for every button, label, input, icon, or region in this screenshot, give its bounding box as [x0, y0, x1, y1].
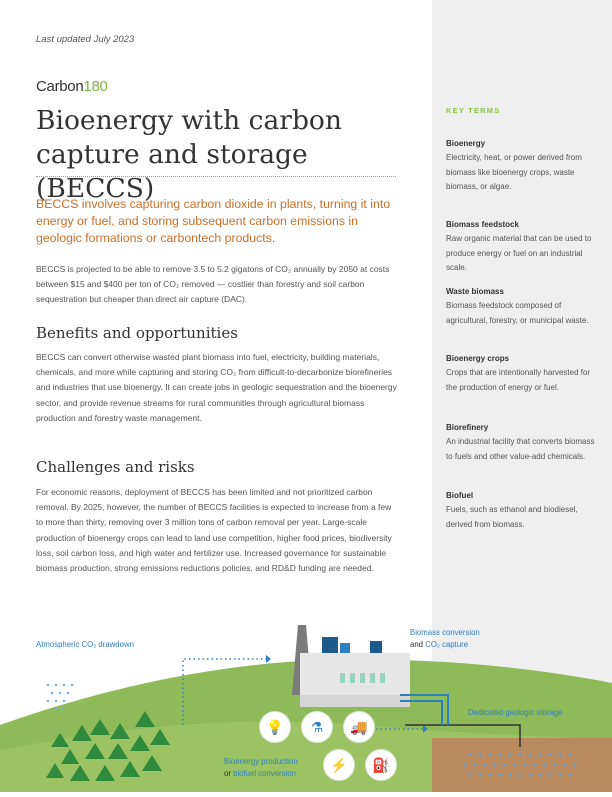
flow-arrow-head	[266, 655, 271, 663]
biomass-conversion-line2	[410, 639, 480, 651]
term-definition: Biomass feedstock composed of agricultural, forestry, or municipal waste.	[446, 301, 589, 325]
factory-roof-unit-3	[370, 641, 382, 653]
page-title: Bioenergy with carbon capture and storage (BECCS)	[36, 105, 342, 204]
term-definition: Raw organic material that can be used to produce energy or fuel on an industrial scale.	[446, 234, 592, 272]
term-title: Bioenergy crops	[446, 354, 510, 363]
term-title: Biomass feedstock	[446, 220, 519, 229]
geologic-storage-label: Dedicated geologic storage	[468, 708, 563, 717]
carbon180-logo	[36, 78, 108, 95]
term-biorefinery	[446, 421, 596, 464]
flask-icon: ⚗	[301, 711, 333, 743]
term-title: Bioenergy	[446, 139, 486, 148]
term-title: Biofuel	[446, 491, 474, 500]
atmospheric-drawdown-label: Atmospheric CO₂ drawdown	[36, 640, 134, 649]
co2-capture-text: CO₂ capture	[425, 639, 469, 649]
term-definition: Fuels, such as ethanol and biodiesel, derived from biomass.	[446, 505, 578, 529]
logo-number: 180	[83, 78, 108, 95]
term-biofuel	[446, 489, 596, 532]
last-updated: Last updated July 2023	[36, 34, 135, 45]
term-biomass-feedstock	[446, 218, 596, 276]
truck-icon: 🚚	[343, 711, 375, 743]
bioenergy-production-line2	[224, 768, 298, 780]
challenges-heading: Challenges and risks	[36, 458, 195, 476]
factory-roof-unit-1	[322, 637, 338, 653]
beccs-illustration	[0, 615, 612, 792]
bioenergy-production-line1: Bioenergy production	[224, 757, 298, 766]
term-title: Waste biomass	[446, 287, 504, 296]
key-terms-heading: KEY TERMS	[446, 106, 501, 115]
biofuel-conversion-text: biofuel conversion	[233, 768, 296, 778]
fuel-canister-icon: ⛽	[365, 749, 397, 781]
logo-word: Carbon	[36, 78, 84, 95]
term-definition: Crops that are intentionally harvested for the production of energy or fuel.	[446, 368, 591, 392]
intro-paragraph: BECCS is projected to be able to remove 3.5 to 5.2 gigatons of CO₂ annually by 2050 at costs between $15 and $400 per ton of CO₂ removed — costlier than forestry and soil carbon sequestration but cheaper than direct air capture (DAC).	[36, 264, 390, 305]
term-bioenergy	[446, 137, 596, 195]
factory-roof-unit-2	[340, 643, 350, 653]
lead-paragraph: BECCS involves capturing carbon dioxide in plants, turning it into energy or fuel, and storing subsequent carbon emissions in geologic formations or carbontech products.	[36, 197, 391, 245]
conversion-and: and	[410, 639, 426, 649]
biomass-conversion-label	[410, 627, 480, 650]
term-title: Biorefinery	[446, 423, 489, 432]
term-definition: Electricity, heat, or power derived from biomass like bioenergy crops, waste biomass, or algae.	[446, 153, 582, 191]
term-waste-biomass	[446, 285, 596, 328]
production-or: or	[224, 768, 234, 778]
term-definition: An industrial facility that converts biomass to fuels and other value-add chemicals.	[446, 437, 595, 461]
factory-base	[300, 695, 410, 707]
benefits-heading: Benefits and opportunities	[36, 324, 238, 342]
term-bioenergy-crops	[446, 352, 596, 395]
power-tower-icon: ⚡	[323, 749, 355, 781]
biomass-conversion-line1: Biomass conversion	[410, 628, 480, 637]
lightbulb-icon: 💡	[259, 711, 291, 743]
geologic-storage-soil	[432, 738, 612, 792]
title-divider	[36, 176, 396, 177]
bioenergy-production-label	[224, 756, 298, 779]
challenges-paragraph: For economic reasons, deployment of BECCS has been limited and not prioritized carbon removal. By 2025, however, the number of BECCS facilities is expected to increase from a few to more than thirty, removing over 3 million tons of carbon removal per year. Large-scale production of bioenergy crops can lead to land use competition, higher food prices, biodiversity loss, soil carbon loss, and high water and fertilizer use. Increased governance for sustainable biomass production, strong emissions reductions policies, and RD&D funding are needed.	[36, 487, 392, 574]
benefits-paragraph: BECCS can convert otherwise wasted plant biomass into fuel, electricity, building materials, chemicals, and more while capturing and storing CO₂ from difficult-to-decarbonize biorefineries and industries that use bioenergy. It can create jobs in geologic sequestration and the bioenergy sector, and provide revenue streams for rural communities through agricultural biomass production and forestry waste management.	[36, 352, 397, 423]
